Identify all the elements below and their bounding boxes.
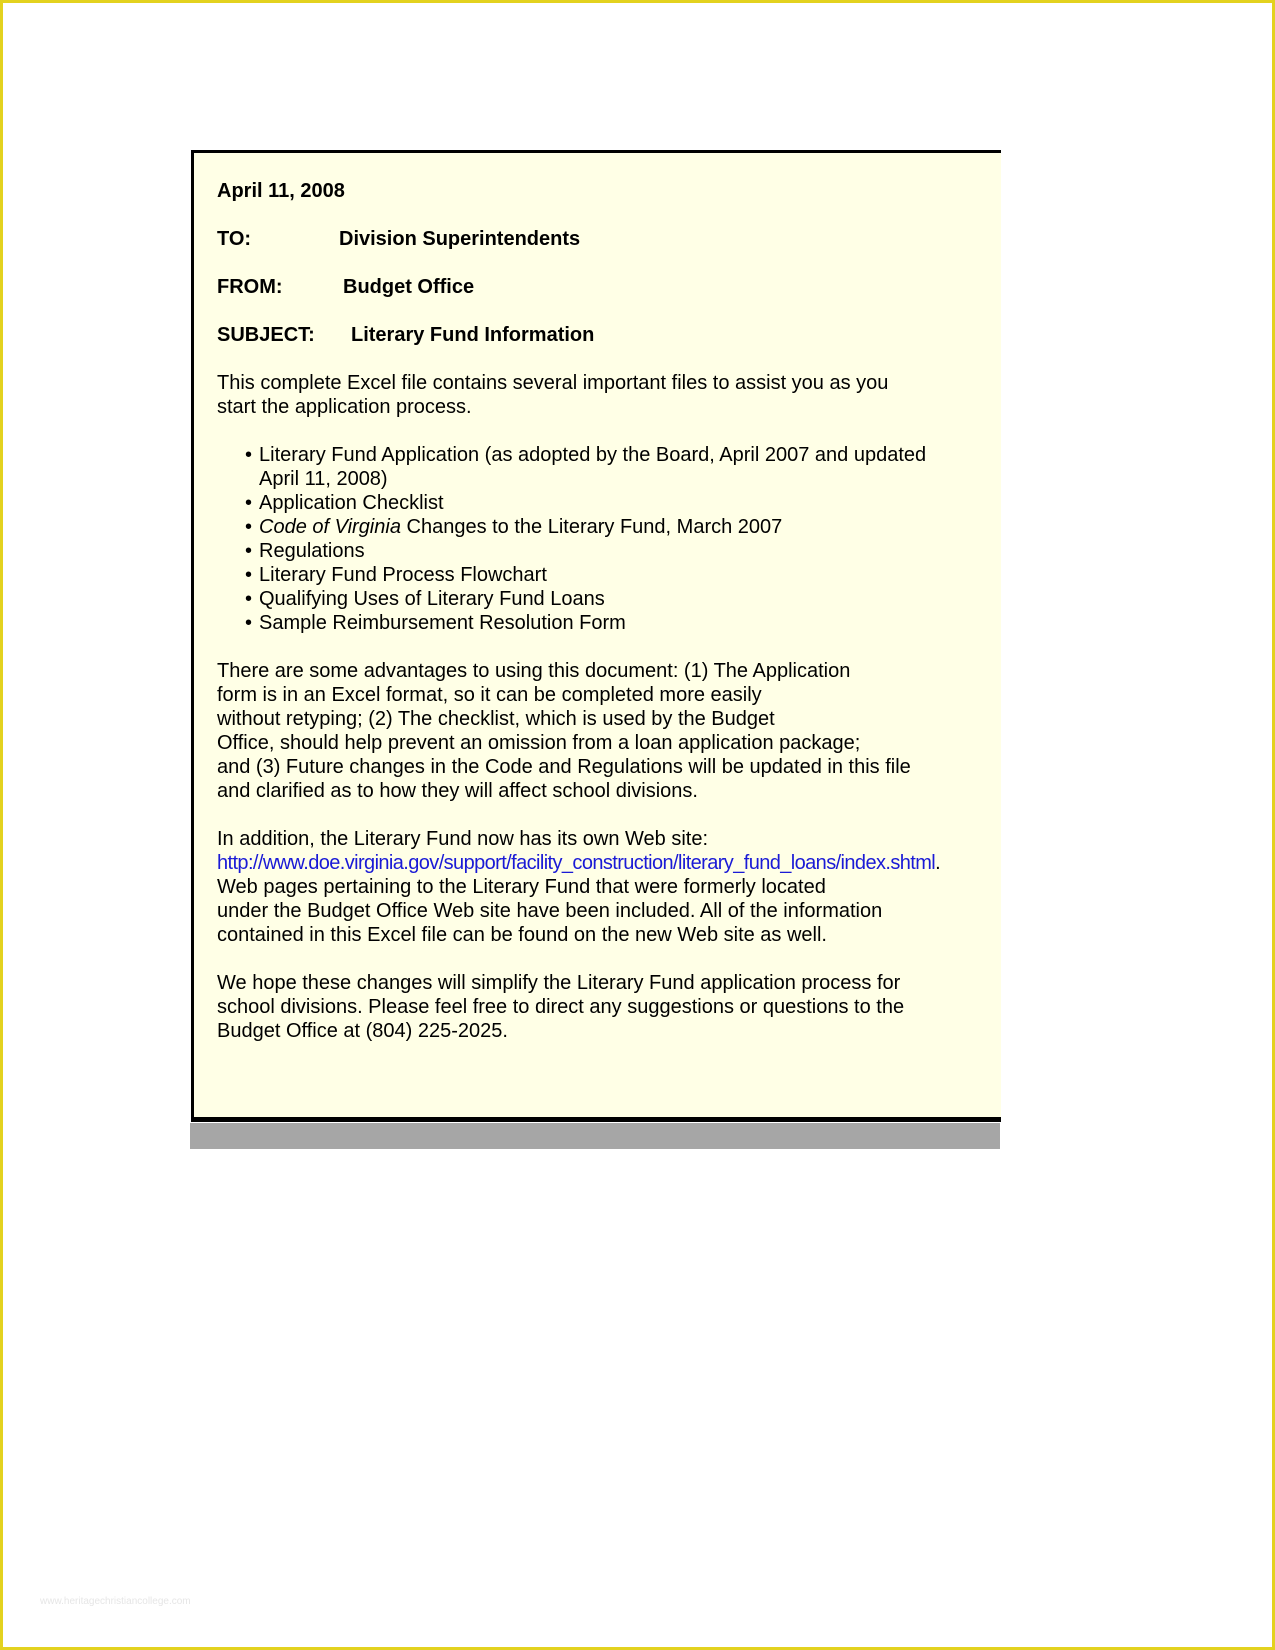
to-row <box>217 227 977 251</box>
advantages-paragraph <box>217 659 977 803</box>
advantages-line: and clarified as to how they will affect school divisions. <box>217 780 698 802</box>
subject-row <box>217 323 977 347</box>
memo-shadow <box>190 1123 1000 1149</box>
website-period: . <box>935 852 941 874</box>
list-item-italic: Code of Virginia <box>259 516 401 538</box>
list-item-text: April 11, 2008) <box>259 468 388 490</box>
memo-text <box>217 179 977 1067</box>
website-line: Web pages pertaining to the Literary Fund that were formerly located <box>217 876 826 898</box>
advantages-line: and (3) Future changes in the Code and Regulations will be updated in this file <box>217 756 911 778</box>
website-paragraph <box>217 827 977 947</box>
advantages-line: without retyping; (2) The checklist, which is used by the Budget <box>217 708 775 730</box>
list-item-text: • Literary Fund Application (as adopted by the Board, April 2007 and updated <box>259 444 927 466</box>
intro-line: This complete Excel file contains several important files to assist you as you <box>217 372 889 394</box>
website-line: contained in this Excel file can be found on the new Web site as well. <box>217 924 827 946</box>
list-item-text: Qualifying Uses of Literary Fund Loans <box>259 588 605 610</box>
list-item <box>245 491 977 515</box>
list-item <box>245 587 977 611</box>
list-item-text: Regulations <box>259 540 365 562</box>
website-link[interactable]: http://www.doe.virginia.gov/support/facility_construction/literary_fund_loans/index.shtml <box>217 852 936 874</box>
intro-line: start the application process. <box>217 396 472 418</box>
website-line: under the Budget Office Web site have been included. All of the information <box>217 900 883 922</box>
memo-date: April 11, 2008 <box>217 180 345 202</box>
subject-value: Literary Fund Information <box>351 324 595 346</box>
list-item <box>245 443 977 491</box>
subject-label: SUBJECT: <box>217 324 315 346</box>
from-label: FROM: <box>217 276 283 298</box>
list-item <box>245 611 977 635</box>
website-url-line <box>217 851 977 875</box>
list-item <box>245 563 977 587</box>
list-item-text: Sample Reimbursement Resolution Form <box>259 612 626 634</box>
closing-line: school divisions. Please feel free to direct any suggestions or questions to the <box>217 996 905 1018</box>
closing-line: We hope these changes will simplify the Literary Fund application process for <box>217 972 901 994</box>
closing-line: Budget Office at (804) 225-2025. <box>217 1020 508 1042</box>
website-intro: In addition, the Literary Fund now has its own Web site: <box>217 828 709 850</box>
memo-box <box>191 150 1001 1122</box>
watermark: www.heritagechristiancollege.com <box>40 1596 191 1607</box>
advantages-line: Office, should help prevent an omission from a loan application package; <box>217 732 861 754</box>
list-item <box>245 515 977 539</box>
to-label: TO: <box>217 228 252 250</box>
intro-paragraph <box>217 371 977 419</box>
from-value: Budget Office <box>343 276 475 298</box>
advantages-line: There are some advantages to using this document: (1) The Application <box>217 660 851 682</box>
list-item-text: Literary Fund Process Flowchart <box>259 564 547 586</box>
to-value: Division Superintendents <box>339 228 581 250</box>
from-row <box>217 275 977 299</box>
list-item-text: Changes to the Literary Fund, March 2007 <box>400 516 783 538</box>
file-list <box>217 443 977 635</box>
list-item-text: Application Checklist <box>259 492 444 514</box>
closing-paragraph <box>217 971 977 1043</box>
list-item <box>245 539 977 563</box>
advantages-line: form is in an Excel format, so it can be completed more easily <box>217 684 762 706</box>
